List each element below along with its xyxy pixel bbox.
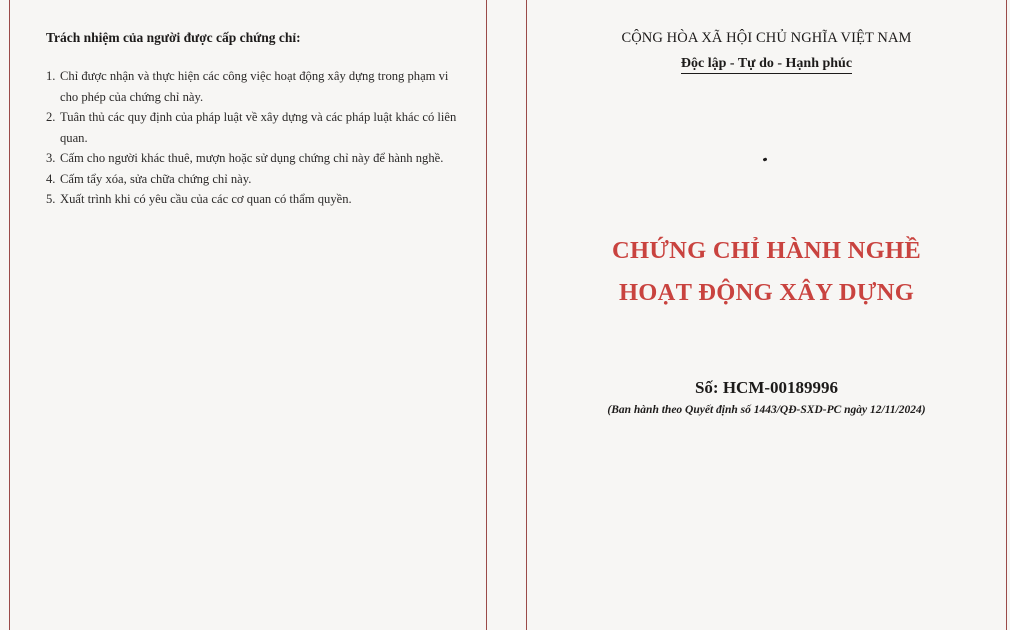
list-item: 1. Chỉ được nhận và thực hiện các công việc hoạt động xây dựng trong phạm vi cho phép của chứng chỉ này.: [46, 69, 449, 104]
national-title: CỘNG HÒA XÃ HỘI CHỦ NGHĨA VIỆT NAM: [621, 30, 912, 46]
national-motto: [527, 56, 1006, 72]
list-item-text: Cấm cho người khác thuê, mượn hoặc sử dụng chứng chỉ này để hành nghề.: [60, 151, 444, 165]
right-border-line: [1006, 0, 1007, 630]
certificate-title: [527, 230, 1006, 314]
certificate-title-line-2: HOẠT ĐỘNG XÂY DỰNG: [618, 279, 915, 306]
list-item-text: Chỉ được nhận và thực hiện các công việc hoạt động xây dựng trong phạm vi cho phép của chứng chỉ này.: [60, 69, 449, 104]
list-item: 3. Cấm cho người khác thuê, mượn hoặc sử dụng chứng chỉ này để hành nghề.: [46, 151, 444, 165]
responsibilities-heading: Trách nhiệm của người được cấp chứng chỉ:: [46, 30, 301, 45]
list-item-text: Xuất trình khi có yêu cầu của các cơ quan có thẩm quyền.: [60, 192, 352, 206]
list-item-text: Tuân thủ các quy định của pháp luật về xây dựng và các pháp luật khác có liên quan.: [60, 110, 457, 145]
responsibilities-page: [46, 30, 466, 210]
certificate-number: Số: HCM-00189996: [694, 378, 839, 397]
list-item: 2. Tuân thủ các quy định của pháp luật về xây dựng và các pháp luật khác có liên quan.: [46, 110, 457, 145]
list-item: 5. Xuất trình khi có yêu cầu của các cơ quan có thẩm quyền.: [46, 192, 352, 206]
fold-line-left: [486, 0, 487, 630]
list-item-text: Cấm tẩy xóa, sửa chữa chứng chỉ này.: [60, 171, 252, 186]
cover-page: [527, 0, 1006, 630]
left-border-line: [9, 0, 10, 630]
list-item: 4. Cấm tẩy xóa, sửa chữa chứng chỉ này.: [46, 171, 252, 186]
motto-text: Độc lập - Tự do - Hạnh phúc: [681, 56, 852, 74]
ink-speck: [763, 157, 768, 161]
certificate-title-line-1: CHỨNG CHỈ HÀNH NGHỀ: [611, 237, 921, 264]
responsibilities-list: [46, 66, 466, 210]
issuance-reference: (Ban hành theo Quyết định số 1443/QĐ-SXD-PC ngày 12/11/2024): [607, 404, 926, 416]
